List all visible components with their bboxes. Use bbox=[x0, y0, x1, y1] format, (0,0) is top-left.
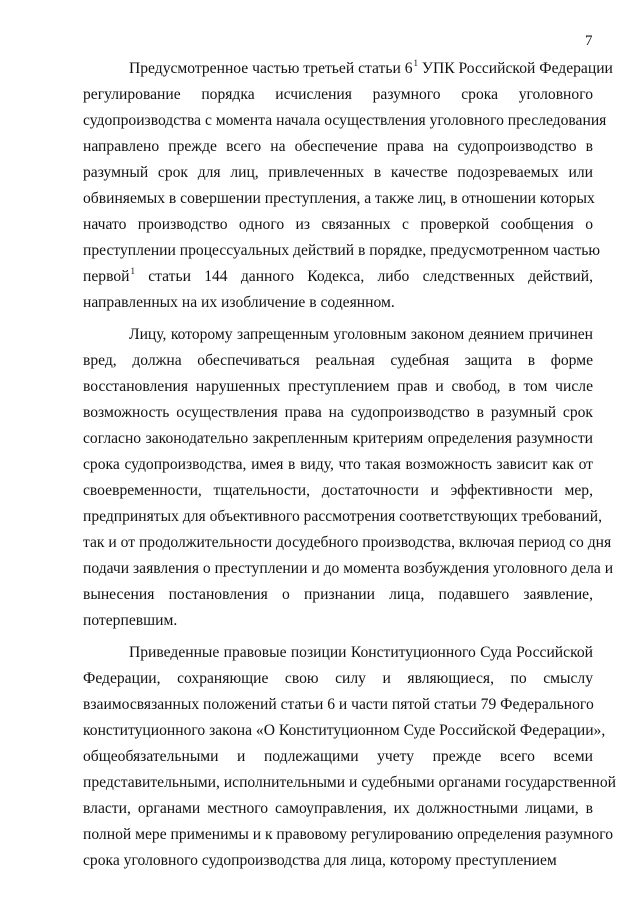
text-line: судопроизводства с момента начала осуществления уголовного преследования bbox=[83, 112, 607, 129]
text-line: подачи заявления о преступлении и до момента возбуждения уголовного дела и bbox=[83, 560, 614, 577]
text-line: Приведенные правовые позиции Конституционного Суда Российской bbox=[129, 644, 593, 661]
text-line: обвиняемых в совершении преступления, а также лиц, в отношении которых bbox=[83, 190, 595, 207]
text-line: общеобязательными и подлежащими учету прежде всего всеми bbox=[83, 748, 593, 765]
text-line: так и от продолжительности досудебного производства, включая период со дня bbox=[83, 534, 612, 551]
text-segment: Предусмотренное частью третьей статьи 6 bbox=[129, 60, 413, 77]
text-line: направленных на их изобличение в содеянном. bbox=[83, 294, 395, 311]
text-line: регулирование порядка исчисления разумного срока уголовного bbox=[83, 86, 593, 103]
paragraph bbox=[83, 640, 616, 874]
paragraph bbox=[83, 322, 614, 634]
text-line: срока судопроизводства, имея в виду, что такая возможность зависит как от bbox=[83, 456, 593, 473]
superscript-note: 1 bbox=[413, 58, 418, 68]
text-line: представительными, исполнительными и судебными органами государственной bbox=[83, 774, 616, 791]
text-line bbox=[83, 264, 593, 290]
text-segment: первой bbox=[83, 268, 130, 285]
text-line: согласно законодательно закрепленным критериям определения разумности bbox=[83, 430, 593, 447]
text-line: конституционного закона «О Конституционном Суде Российской Федерации», bbox=[83, 722, 606, 739]
text-line: полной мере применимы и к правовому регулированию определения разумного bbox=[83, 826, 614, 843]
text-line bbox=[83, 56, 613, 82]
text-line: возможность осуществления права на судопроизводство в разумный срок bbox=[83, 404, 593, 421]
text-line: потерпевшим. bbox=[83, 612, 178, 629]
text-line: предпринятых для объективного рассмотрения соответствующих требований, bbox=[83, 508, 602, 525]
superscript-note: 1 bbox=[130, 266, 135, 276]
text-line: вред, должна обеспечиваться реальная судебная защита в форме bbox=[83, 352, 593, 369]
text-line: направлено прежде всего на обеспечение права на судопроизводство в bbox=[83, 138, 593, 155]
text-line: разумный срок для лиц, привлеченных в качестве подозреваемых или bbox=[83, 164, 593, 181]
page-number: 7 bbox=[585, 33, 593, 49]
text-line: восстановления нарушенных преступлением прав и свобод, в том числе bbox=[83, 378, 593, 395]
document-body bbox=[83, 56, 616, 874]
text-line: взаимосвязанных положений статьи 6 и части пятой статьи 79 Федерального bbox=[83, 696, 594, 713]
text-line: срока уголовного судопроизводства для лица, которому преступлением bbox=[83, 852, 557, 869]
paragraph bbox=[83, 56, 613, 316]
text-segment: статьи 144 данного Кодекса, либо следственных действий, bbox=[134, 268, 593, 285]
text-segment: УПК Российской Федерации bbox=[418, 60, 613, 77]
text-line: своевременности, тщательности, достаточности и эффективности мер, bbox=[83, 482, 593, 499]
text-line: власти, органами местного самоуправления, их должностными лицами, в bbox=[83, 800, 593, 817]
text-line: начато производство одного из связанных с проверкой сообщения о bbox=[83, 216, 593, 233]
text-line: вынесения постановления о признании лица, подавшего заявление, bbox=[83, 586, 593, 603]
text-line: Федерации, сохраняющие свою силу и являющиеся, по смыслу bbox=[83, 670, 593, 687]
text-line: Лицу, которому запрещенным уголовным законом деянием причинен bbox=[129, 326, 593, 343]
text-line: преступлении процессуальных действий в порядке, предусмотренном частью bbox=[83, 242, 601, 259]
